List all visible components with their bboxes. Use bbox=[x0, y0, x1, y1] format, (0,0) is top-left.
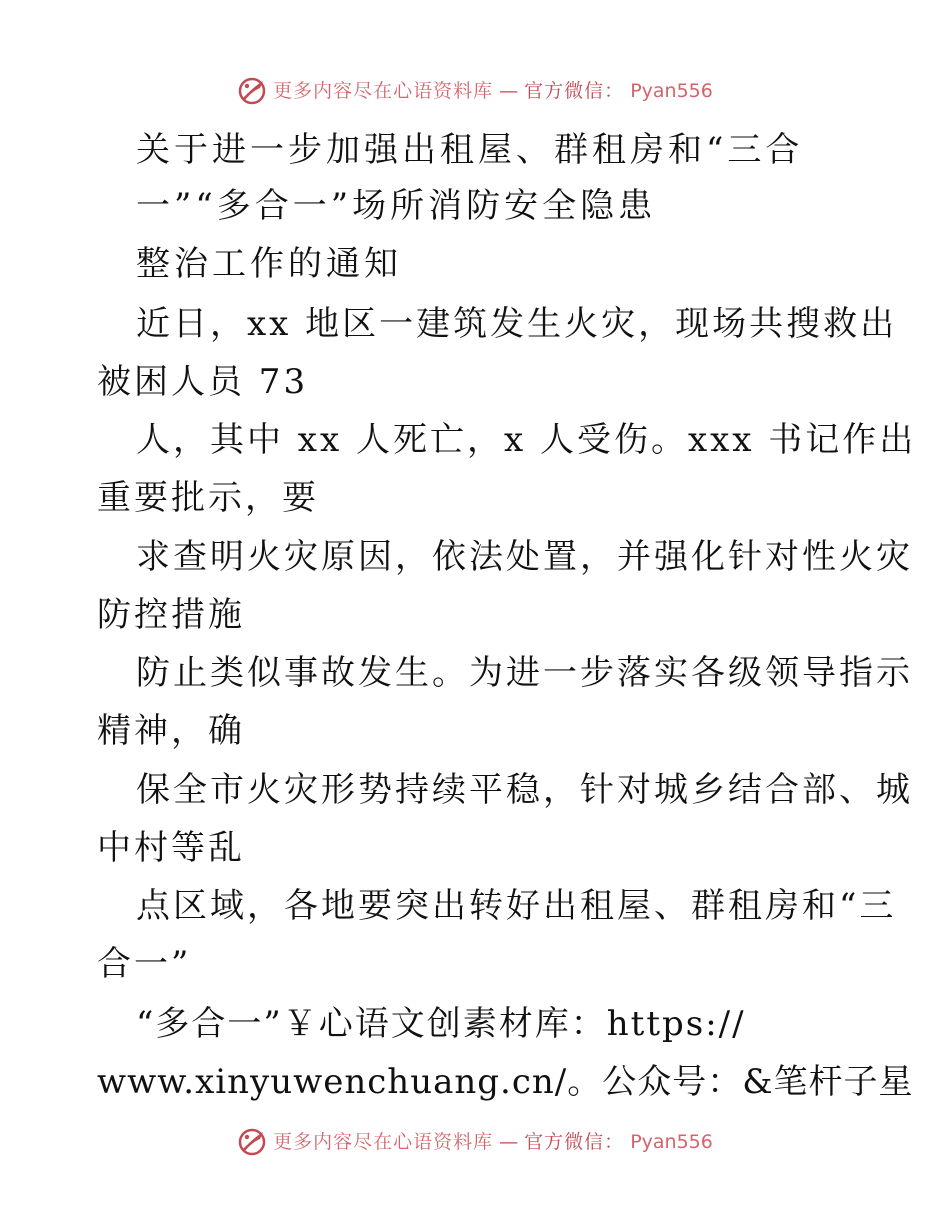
body-line: 求查明火灾原因，依法处置，并强化针对性火灾 bbox=[136, 537, 913, 577]
body-line: 近日，xx 地区一建筑发生火灾，现场共搜救出 bbox=[136, 304, 898, 344]
body-line: 防控措施 bbox=[97, 595, 245, 635]
body-line: 保全市火灾形势持续平稳，针对城乡结合部、城 bbox=[136, 770, 913, 810]
document-title-line: 一”“多合一”场所消防安全隐患 bbox=[136, 186, 657, 226]
footer-watermark bbox=[0, 1127, 950, 1157]
body-line: “多合一”￥心语文创素材库：https:// bbox=[136, 1004, 746, 1044]
watermark-separator: — bbox=[499, 80, 519, 102]
watermark-wechat-label: 官方微信： bbox=[524, 80, 625, 102]
watermark-wechat-label: 官方微信： bbox=[524, 1131, 625, 1153]
watermark-brand-text: 更多内容尽在心语资料库 bbox=[273, 1131, 494, 1153]
document-title-line: 整治工作的通知 bbox=[136, 244, 402, 284]
body-line: 人，其中 xx 人死亡，x 人受伤。xxx 书记作出 bbox=[136, 420, 917, 460]
body-line: 点区域，各地要突出转好出租屋、群租房和“三 bbox=[136, 886, 897, 926]
document-title-line: 关于进一步加强出租屋、群租房和“三合 bbox=[136, 130, 804, 170]
body-line: 合一” bbox=[97, 944, 192, 984]
body-line: www.xinyuwenchuang.cn/。公众号：&笔杆子星 bbox=[97, 1062, 914, 1102]
watermark-separator: — bbox=[499, 1131, 519, 1153]
body-line: 被困人员 73 bbox=[97, 362, 309, 402]
quill-seal-icon bbox=[237, 1127, 267, 1157]
body-line: 精神，确 bbox=[97, 711, 245, 751]
body-line: 中村等乱 bbox=[97, 828, 245, 868]
body-line: 重要批示，要 bbox=[97, 478, 319, 518]
watermark-handle: Pyan556 bbox=[630, 80, 713, 102]
watermark-brand-text: 更多内容尽在心语资料库 bbox=[273, 80, 494, 102]
watermark-handle: Pyan556 bbox=[630, 1131, 713, 1153]
body-line: 防止类似事故发生。为进一步落实各级领导指示 bbox=[136, 653, 913, 693]
